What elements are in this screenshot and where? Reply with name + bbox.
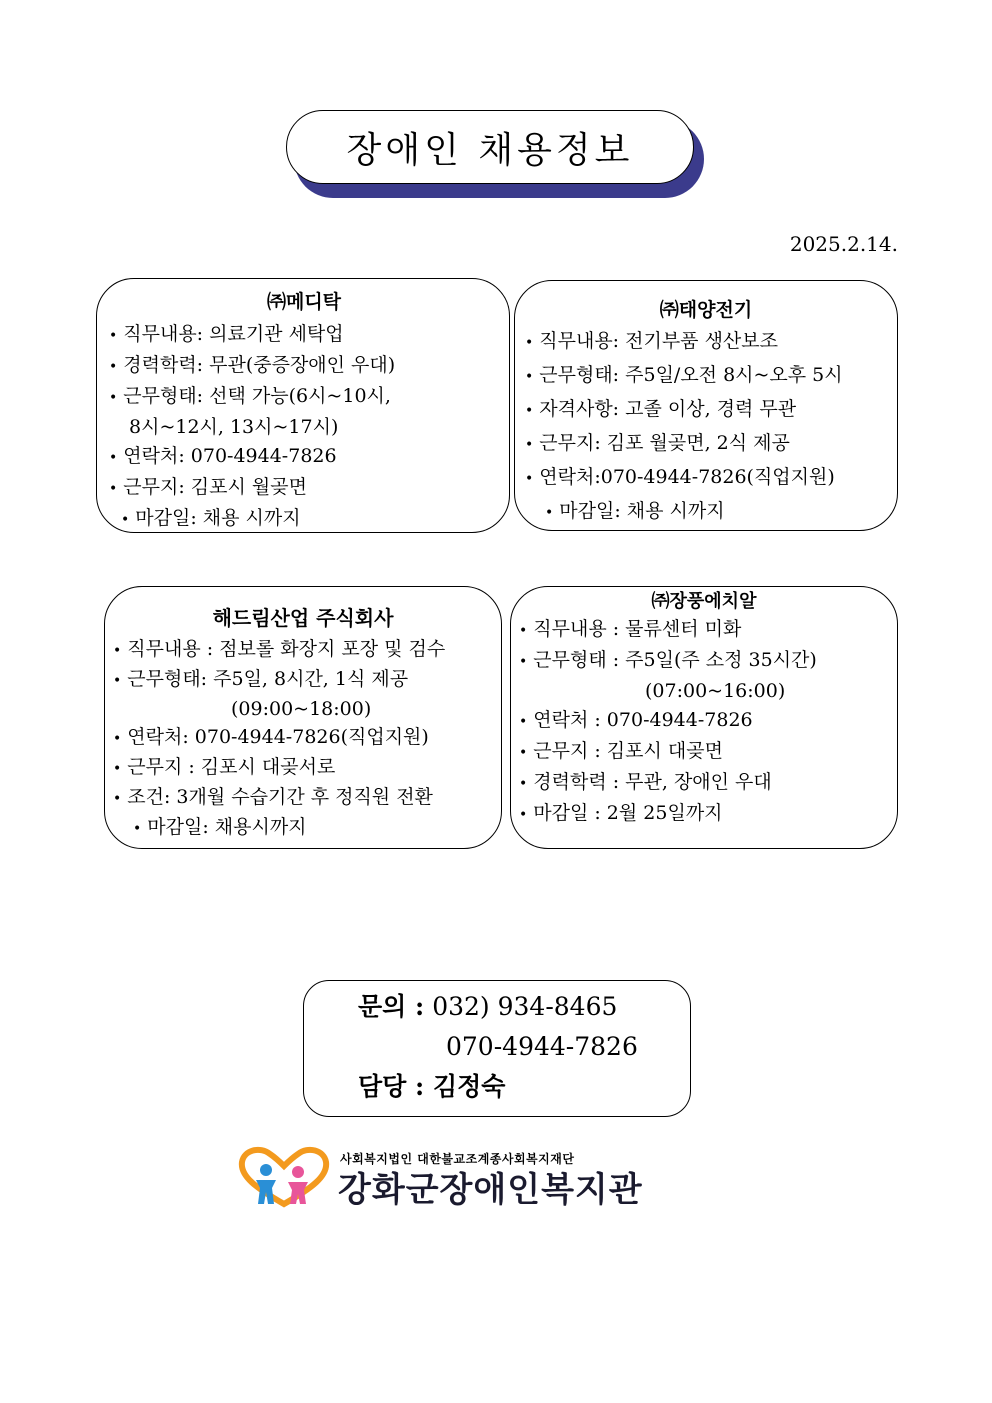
job-card-meditak	[96, 278, 510, 533]
manager-row	[358, 1067, 690, 1107]
job-line: • 마감일: 채용 시까지	[121, 507, 301, 529]
organization-logo	[236, 1146, 696, 1210]
company-name: 해드림산업 주식회사	[212, 606, 394, 630]
heart-people-icon	[236, 1146, 332, 1210]
page-title: 장애인 채용정보	[286, 110, 694, 184]
job-line: • 근무형태: 선택 가능(6시~10시,	[109, 385, 391, 407]
job-line: • 근무형태: 주5일, 8시간, 1식 제공	[113, 668, 409, 690]
contact-box	[303, 980, 691, 1117]
job-line: 8시~12시, 13시~17시)	[129, 416, 339, 438]
inquiry-row	[358, 987, 690, 1027]
job-line: • 경력학력 : 무관, 장애인 우대	[519, 771, 772, 793]
job-line: • 연락처: 070-4944-7826(직업지원)	[113, 726, 429, 748]
logo-name: 강화군장애인복지관	[338, 1170, 643, 1210]
inquiry-label: 문의 :	[358, 992, 425, 1021]
job-line: • 연락처 : 070-4944-7826	[519, 709, 753, 731]
job-line: • 근무지: 김포 월곶면, 2식 제공	[525, 432, 790, 454]
manager-name: 김정숙	[432, 1072, 506, 1101]
company-name: ㈜태양전기	[659, 299, 753, 321]
job-line: • 연락처: 070-4944-7826	[109, 445, 337, 467]
job-line: • 근무형태 : 주5일(주 소정 35시간)	[519, 649, 817, 671]
job-card-jangpung	[510, 586, 898, 849]
job-card-taeyang	[514, 280, 898, 531]
phone-2: 070-4944-7826	[446, 1032, 638, 1061]
job-line: • 직무내용: 의료기관 세탁업	[109, 323, 344, 345]
job-line: • 근무지 : 김포시 대곶서로	[113, 756, 336, 778]
company-name: ㈜장풍에치알	[651, 591, 757, 612]
logo-subtitle: 사회복지법인 대한불교조계종사회복지재단	[340, 1152, 575, 1166]
job-line: (09:00~18:00)	[231, 698, 372, 720]
job-line: • 근무지 : 김포시 대곶면	[519, 740, 723, 762]
phone-1: 032) 934-8465	[432, 992, 618, 1021]
job-line: • 자격사항: 고졸 이상, 경력 무관	[525, 398, 797, 420]
job-line: • 근무지: 김포시 월곶면	[109, 476, 307, 498]
job-line: • 마감일: 채용 시까지	[545, 500, 725, 522]
job-line: • 경력학력: 무관(중증장애인 우대)	[109, 354, 396, 376]
job-card-haedream	[104, 586, 502, 849]
job-line: • 직무내용 : 물류센터 미화	[519, 618, 742, 640]
manager-label: 담당 :	[358, 1072, 425, 1101]
job-line: • 근무형태: 주5일/오전 8시~오후 5시	[525, 364, 843, 386]
company-name: ㈜메디탁	[266, 291, 342, 313]
job-line: • 마감일: 채용시까지	[133, 816, 307, 838]
document-date: 2025.2.14.	[789, 232, 898, 256]
job-line: (07:00~16:00)	[645, 680, 786, 702]
job-line: • 마감일 : 2월 25일까지	[519, 802, 723, 824]
job-line: • 직무내용: 전기부품 생산보조	[525, 330, 778, 352]
job-line: • 조건: 3개월 수습기간 후 정직원 전환	[113, 786, 433, 808]
title-banner	[286, 110, 704, 198]
job-line: • 연락처:070-4944-7826(직업지원)	[525, 466, 835, 488]
job-line: • 직무내용 : 점보롤 화장지 포장 및 검수	[113, 638, 446, 660]
